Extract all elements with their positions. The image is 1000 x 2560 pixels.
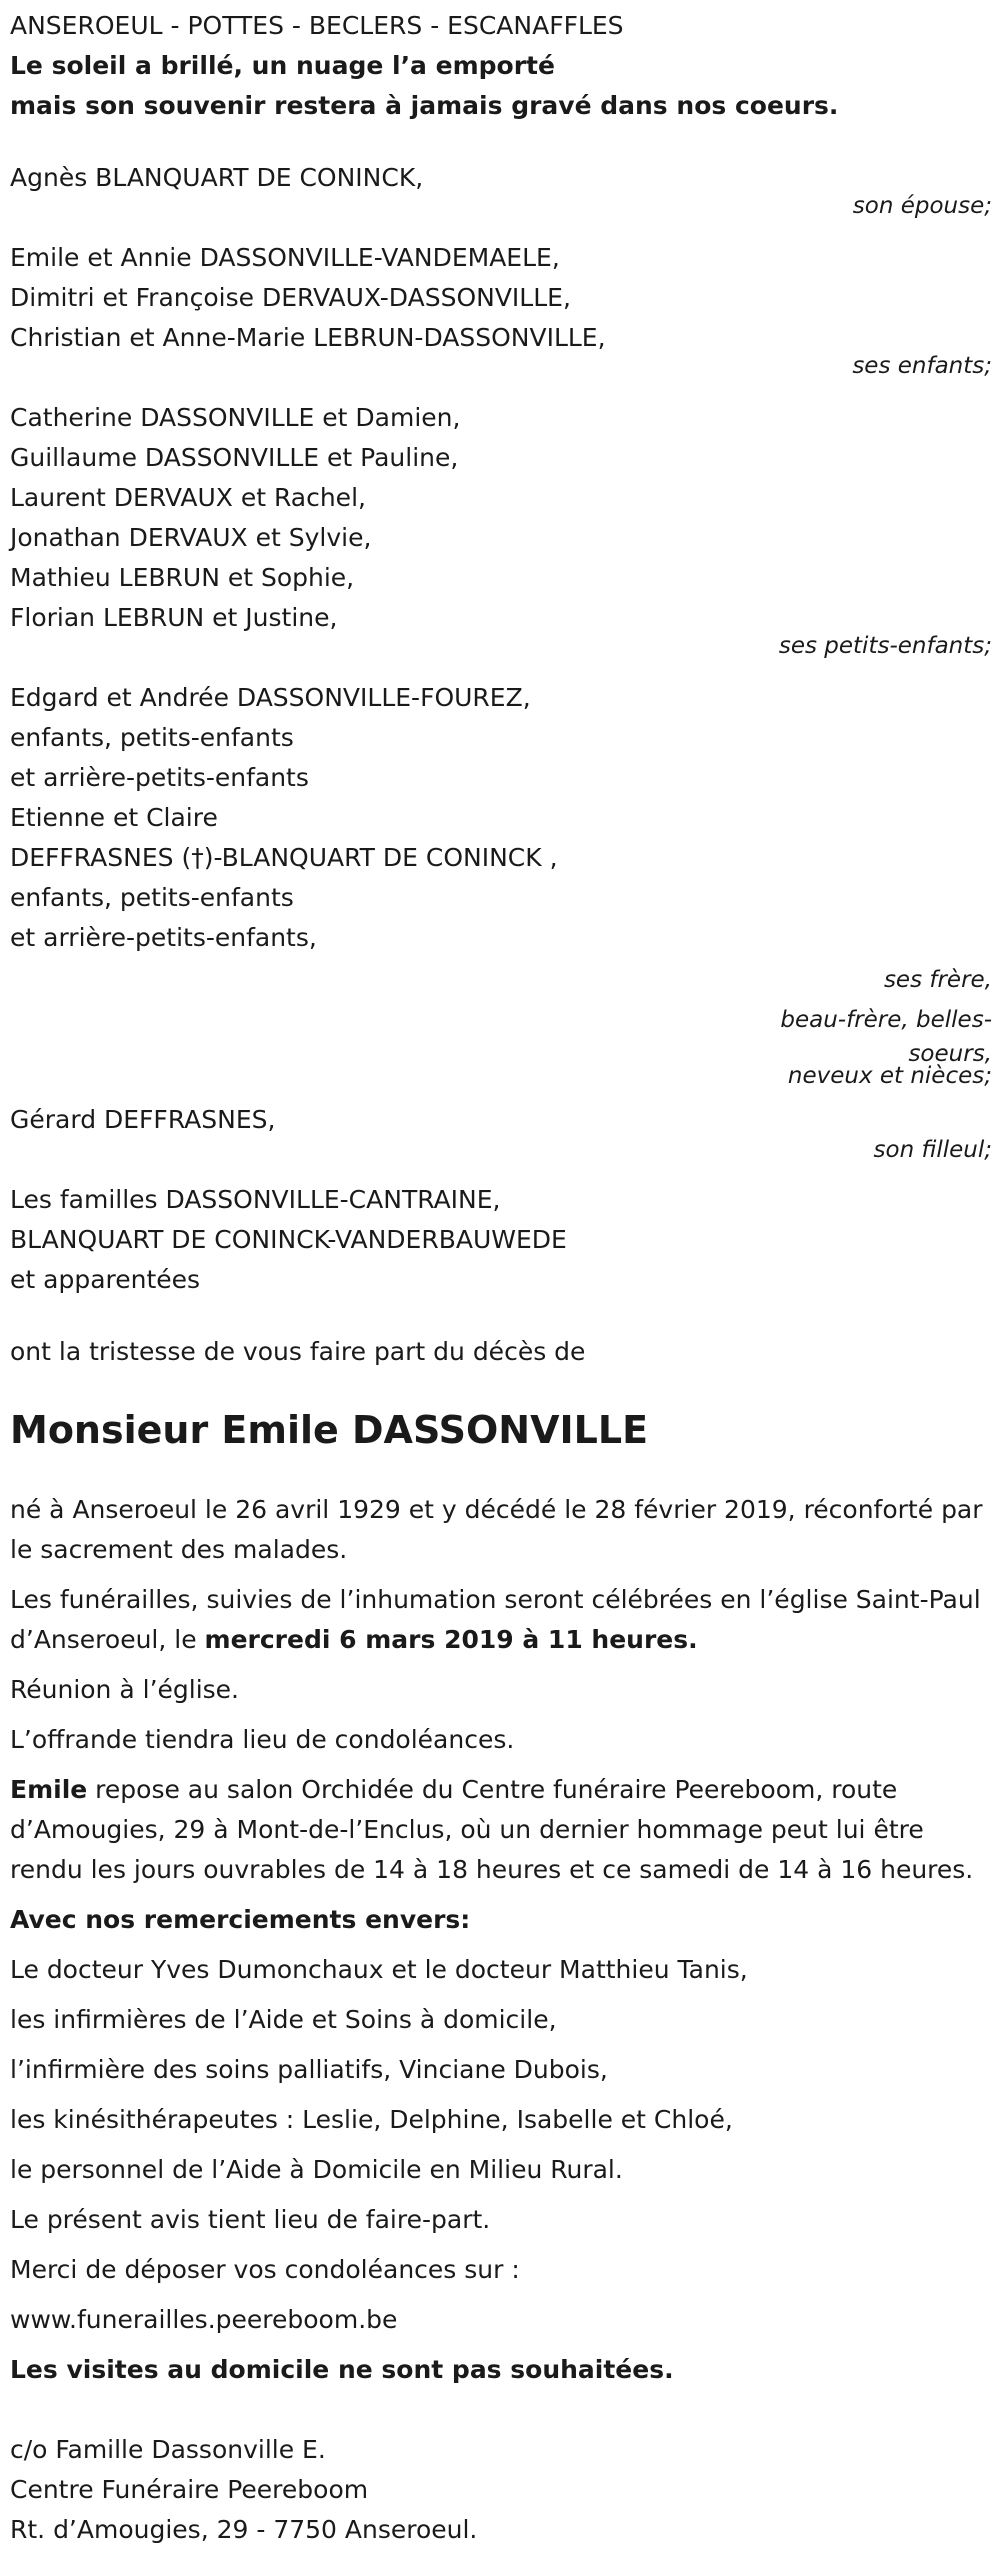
address-line: Rt. d’Amougies, 29 - 7750 Anseroeul. bbox=[10, 2515, 478, 2544]
quote-line-2: mais son souvenir restera à jamais gravé dans nos coeurs. bbox=[10, 91, 839, 120]
grandchildren-group bbox=[10, 398, 992, 678]
funeral-prefix: Les funérailles, suivies de l’inhumation seront célébrées en l’église Saint-Paul d’Anseroeul, le bbox=[10, 1585, 981, 1654]
header-places: ANSEROEUL - POTTES - BECLERS - ESCANAFFLES bbox=[10, 11, 624, 40]
notice-text: Le présent avis tient lieu de faire-part. bbox=[10, 2205, 491, 2234]
siblings-group bbox=[10, 678, 992, 1100]
godson-name: Gérard DEFFRASNES, bbox=[10, 1105, 276, 1134]
sibling-name: enfants, petits-enfants bbox=[10, 883, 294, 912]
obituary-notice bbox=[10, 6, 992, 2550]
family-name: BLANQUART DE CONINCK-VANDERBAUWEDE bbox=[10, 1225, 567, 1254]
child-name: Emile et Annie DASSONVILLE-VANDEMAELE, bbox=[10, 243, 560, 272]
rest-details: repose au salon Orchidée du Centre funéraire Peereboom, route d’Amougies, 29 à Mont-de-l’Enclus, où un dernier hommage peut lui être rendu les jours ouvrables de 14 à 18 heures et ce samedi de 14 à 16 heures. bbox=[10, 1775, 974, 1884]
family-name: et apparentées bbox=[10, 1265, 201, 1294]
sibling-name: et arrière-petits-enfants, bbox=[10, 923, 317, 952]
thanks-title: Avec nos remerciements envers: bbox=[10, 1905, 471, 1934]
siblings-relation-line: ses frère, bbox=[883, 967, 992, 993]
quote-line-1: Le soleil a brillé, un nuage l’a emporté bbox=[10, 51, 555, 80]
address-line: Centre Funéraire Peereboom bbox=[10, 2475, 369, 2504]
children-relation: ses enfants; bbox=[852, 353, 992, 379]
grandchildren-relation: ses petits-enfants; bbox=[778, 633, 992, 659]
thanks-line: l’infirmière des soins palliatifs, Vinciane Dubois, bbox=[10, 2055, 608, 2084]
sibling-name: enfants, petits-enfants bbox=[10, 723, 294, 752]
godson-relation: son filleul; bbox=[873, 1137, 992, 1163]
rest-name: Emile bbox=[10, 1775, 88, 1804]
address-line: c/o Famille Dassonville E. bbox=[10, 2435, 326, 2464]
child-name: Christian et Anne-Marie LEBRUN-DASSONVILLE, bbox=[10, 323, 606, 352]
thanks-line: Le docteur Yves Dumonchaux et le docteur Matthieu Tanis, bbox=[10, 1955, 748, 1984]
thanks-line: les kinésithérapeutes : Leslie, Delphine, Isabelle et Chloé, bbox=[10, 2105, 733, 2134]
condolences-text: Merci de déposer vos condoléances sur : bbox=[10, 2255, 520, 2284]
grandchild-name: Catherine DASSONVILLE et Damien, bbox=[10, 403, 461, 432]
grandchild-name: Guillaume DASSONVILLE et Pauline, bbox=[10, 443, 459, 472]
spouse-relation: son épouse; bbox=[852, 193, 992, 219]
rest-text bbox=[10, 1770, 992, 1890]
siblings-relation-line: beau-frère, belles- bbox=[780, 1007, 992, 1033]
sibling-name: Edgard et Andrée DASSONVILLE-FOUREZ, bbox=[10, 683, 531, 712]
spouse-name: Agnès BLANQUART DE CONINCK, bbox=[10, 163, 424, 192]
thanks-line: le personnel de l’Aide à Domicile en Milieu Rural. bbox=[10, 2155, 623, 2184]
funeral-date: mercredi 6 mars 2019 à 11 heures. bbox=[204, 1625, 698, 1654]
grandchild-name: Florian LEBRUN et Justine, bbox=[10, 603, 338, 632]
sibling-name: et arrière-petits-enfants bbox=[10, 763, 309, 792]
siblings-relation-line: soeurs, bbox=[908, 1041, 992, 1067]
thanks-line: les infirmières de l’Aide et Soins à domicile, bbox=[10, 2005, 557, 2034]
godson-group bbox=[10, 1100, 992, 1180]
family-name: Les familles DASSONVILLE-CANTRAINE, bbox=[10, 1185, 501, 1214]
birth-death-text: né à Anseroeul le 26 avril 1929 et y décédé le 28 février 2019, réconforté par le sacrement des malades. bbox=[10, 1495, 983, 1564]
no-visits-text: Les visites au domicile ne sont pas souhaitées. bbox=[10, 2355, 674, 2384]
grandchild-name: Mathieu LEBRUN et Sophie, bbox=[10, 563, 355, 592]
grandchild-name: Jonathan DERVAUX et Sylvie, bbox=[10, 523, 372, 552]
sibling-name: DEFFRASNES (†)-BLANQUART DE CONINCK , bbox=[10, 843, 558, 872]
siblings-relation bbox=[10, 958, 992, 1100]
reunion-text: Réunion à l’église. bbox=[10, 1675, 240, 1704]
child-name: Dimitri et Françoise DERVAUX-DASSONVILLE, bbox=[10, 283, 571, 312]
children-group bbox=[10, 238, 992, 398]
spouse-group bbox=[10, 158, 992, 238]
siblings-relation-line: neveux et nièces; bbox=[787, 1063, 992, 1089]
families-group bbox=[10, 1180, 992, 1300]
sibling-name: Etienne et Claire bbox=[10, 803, 218, 832]
funeral-text bbox=[10, 1580, 992, 1660]
offering-text: L’offrande tiendra lieu de condoléances. bbox=[10, 1725, 515, 1754]
address-block bbox=[10, 2430, 992, 2550]
website-text: www.funerailles.peereboom.be bbox=[10, 2305, 398, 2334]
deceased-name: Monsieur Emile DASSONVILLE bbox=[10, 1408, 649, 1452]
grandchild-name: Laurent DERVAUX et Rachel, bbox=[10, 483, 366, 512]
announcement-intro: ont la tristesse de vous faire part du décès de bbox=[10, 1337, 586, 1366]
